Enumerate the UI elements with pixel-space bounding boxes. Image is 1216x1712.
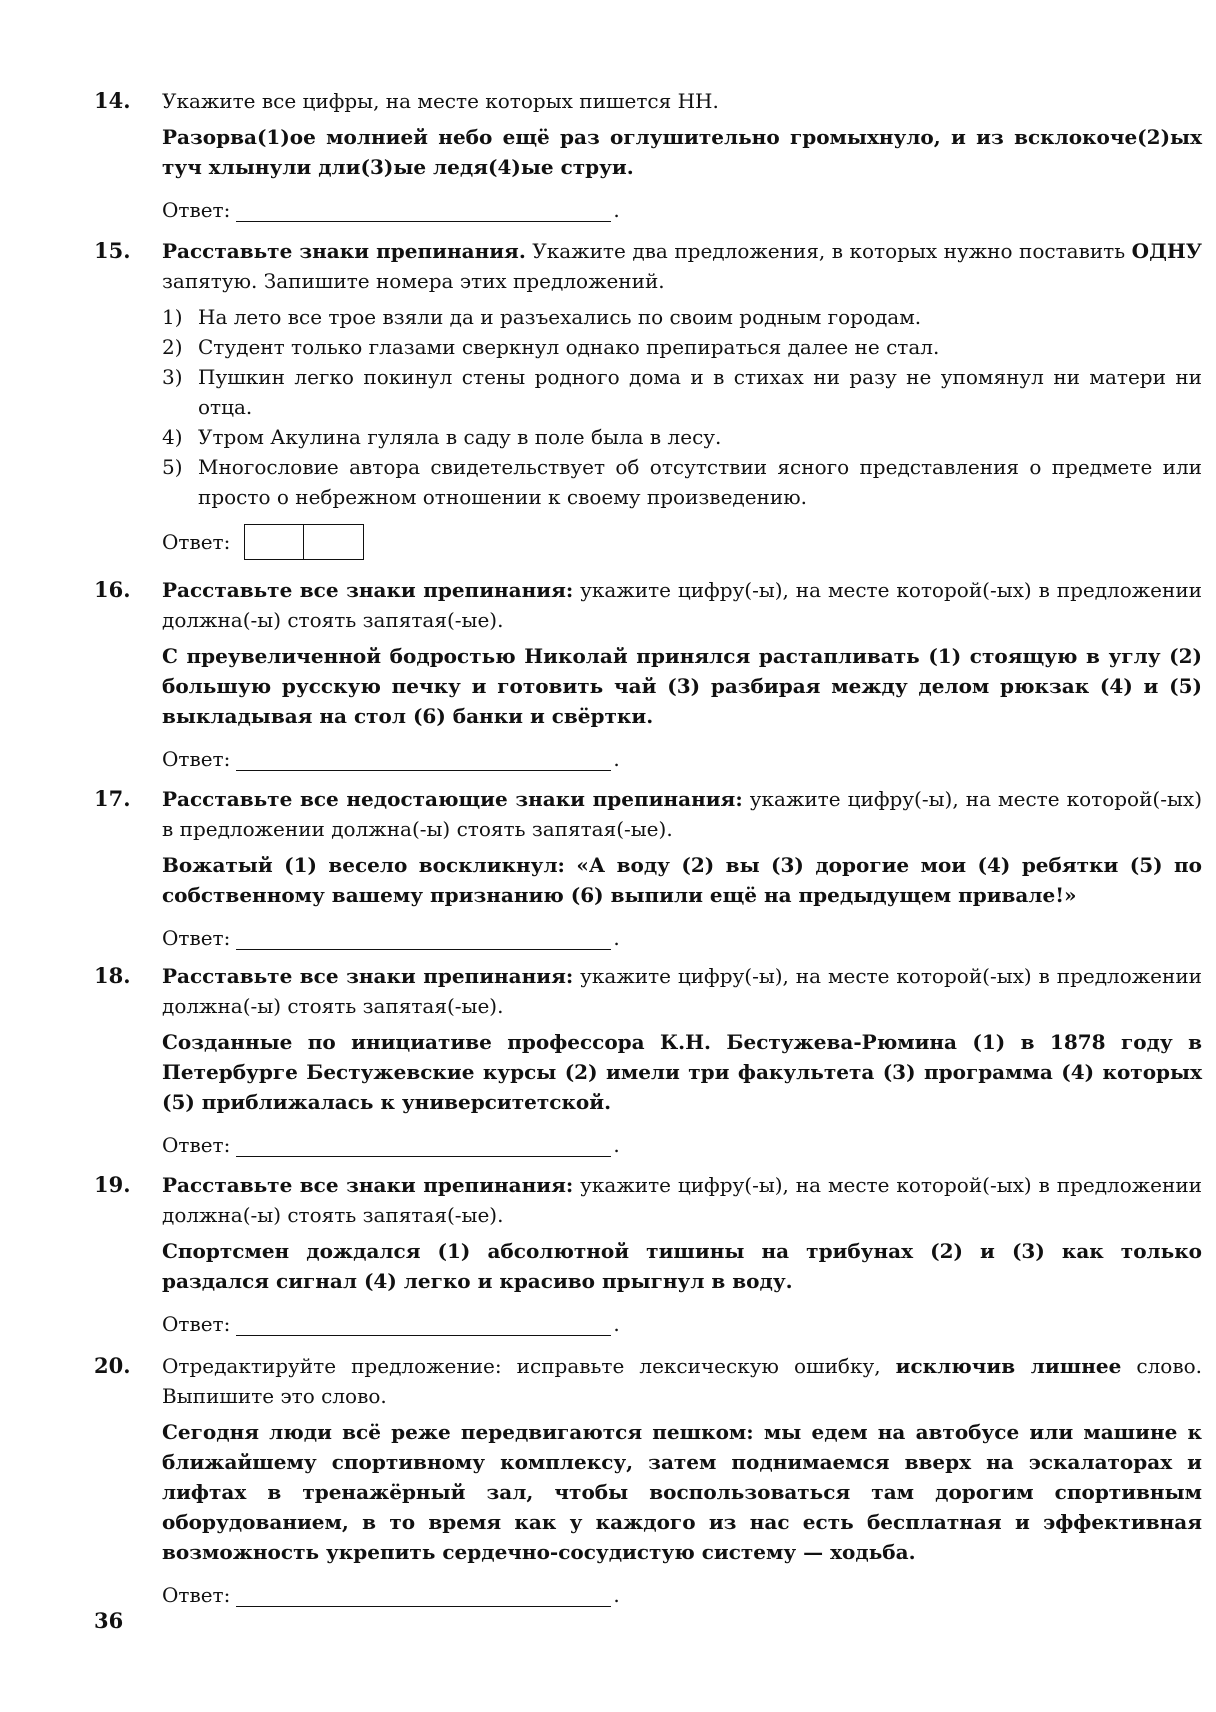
task-number: 14. (94, 88, 131, 113)
option-text: Утром Акулина гуляла в саду в поле была в лесу. (198, 425, 722, 449)
instruction-emphasis: ОДНУ (1131, 239, 1202, 263)
answer-field[interactable] (236, 197, 611, 222)
option-number: 5) (162, 455, 183, 479)
task-instruction (162, 784, 1202, 844)
answer-field[interactable] (236, 1582, 611, 1607)
answer-label: Ответ: (162, 1312, 231, 1336)
task-number: 19. (94, 1172, 131, 1197)
task-number: 20. (94, 1353, 131, 1378)
task-18 (94, 961, 1202, 1157)
option-number: 4) (162, 425, 183, 449)
instruction-text: Отредактируйте предложение: исправьте лексическую ошибку, (162, 1354, 896, 1378)
instruction-bold: Расставьте все знаки препинания: (162, 964, 574, 988)
option-number: 1) (162, 305, 183, 329)
answer-box-1[interactable] (244, 524, 304, 560)
task-14 (94, 86, 1202, 222)
answer-row (162, 1304, 1202, 1336)
task-example: Созданные по инициативе профессора К.Н. Бестужева-Рюмина (1) в 1878 году в Петербурге Бестужевские курсы (2) имели три факультета (3) программа (4) которых (5) приближалась к университетской. (162, 1030, 1202, 1114)
option-number: 2) (162, 335, 183, 359)
answer-boxes (244, 524, 364, 560)
task-20 (94, 1351, 1202, 1607)
answer-row (162, 1125, 1202, 1157)
answer-dot: . (613, 1133, 620, 1157)
answer-label: Ответ: (162, 530, 231, 554)
answer-box-2[interactable] (304, 524, 364, 560)
option-text: Многословие автора свидетельствует об отсутствии ясного представления о предмете или просто о небрежном отношении к своему произведению. (198, 455, 1202, 509)
task-instruction (162, 236, 1202, 296)
task-example: Разорва(1)ое молнией небо ещё раз оглушительно громыхнуло, и из всклокоче(2)ых туч хлынули дли(3)ые ледя(4)ые струи. (162, 125, 1202, 179)
instruction-bold: Расставьте все знаки препинания: (162, 1173, 574, 1197)
task-instruction: Укажите все цифры, на месте которых пишется НН. (162, 89, 719, 113)
list-item (162, 332, 1202, 362)
answer-label: Ответ: (162, 198, 231, 222)
answer-field[interactable] (236, 925, 611, 950)
task-number: 17. (94, 786, 131, 811)
answer-dot: . (613, 1312, 620, 1336)
page-number: 36 (94, 1608, 124, 1633)
task-19 (94, 1170, 1202, 1336)
instruction-text: укажите цифру(-ы), на месте которой(-ых) в предложении должна(-ы) стоять запятая(-ые). (162, 578, 1202, 632)
instruction-bold: Расставьте все знаки препинания: (162, 578, 574, 602)
task-16 (94, 575, 1202, 771)
task-number: 16. (94, 577, 131, 602)
option-text: Пушкин легко покинул стены родного дома и в стихах ни разу не упомянул ни матери ни отца. (198, 365, 1202, 419)
option-text: На лето все трое взяли да и разъехались по своим родным городам. (198, 305, 922, 329)
task-number: 15. (94, 238, 131, 263)
instruction-bold: Расставьте все недостающие знаки препинания: (162, 787, 743, 811)
task-instruction (162, 1170, 1202, 1230)
task-example: С преувеличенной бодростью Николай принялся растапливать (1) стоящую в углу (2) большую русскую печку и готовить чай (3) разбирая между делом рюкзак (4) и (5) выкладывая на стол (6) банки и свёртки. (162, 644, 1202, 728)
list-item (162, 362, 1202, 422)
instruction-bold: Расставьте знаки препинания. (162, 239, 526, 263)
task-17 (94, 784, 1202, 950)
instruction-text: запятую. Запишите номера этих предложений. (162, 269, 665, 293)
answer-field[interactable] (236, 1311, 611, 1336)
answer-row (162, 918, 1202, 950)
task-instruction (162, 961, 1202, 1021)
list-item (162, 452, 1202, 512)
answer-label: Ответ: (162, 747, 231, 771)
answer-dot: . (613, 747, 620, 771)
answer-dot: . (613, 926, 620, 950)
answer-row (162, 522, 1202, 562)
answer-dot: . (613, 198, 620, 222)
answer-row (162, 1575, 1202, 1607)
task-instruction (162, 1351, 1202, 1411)
task-example: Вожатый (1) весело воскликнул: «А воду (2) вы (3) дорогие мои (4) ребятки (5) по собственному вашему признанию (6) выпили ещё на предыдущем привале!» (162, 853, 1202, 907)
task-instruction (162, 575, 1202, 635)
answer-row (162, 190, 1202, 222)
answer-label: Ответ: (162, 1133, 231, 1157)
options-list (162, 302, 1202, 512)
instruction-bold: исключив лишнее (895, 1354, 1122, 1378)
instruction-text: укажите цифру(-ы), на месте которой(-ых) в предложении должна(-ы) стоять запятая(-ые). (162, 964, 1202, 1018)
instruction-text: укажите цифру(-ы), на месте которой(-ых) в предложении должна(-ы) стоять запятая(-ые). (162, 1173, 1202, 1227)
task-example: Сегодня люди всё реже передвигаются пешком: мы едем на автобусе или машине к ближайшему спортивному комплексу, затем поднимаемся вверх на эскалаторах и лифтах в тренажёрный зал, чтобы воспользоваться там дорогим спортивным оборудованием, в то время как у каждого из нас есть бесплатная и эффективная возможность укрепить сердечно-сосудистую систему — ходьба. (162, 1420, 1202, 1564)
instruction-text: укажите цифру(-ы), на месте которой(-ых) в предложении должна(-ы) стоять запятая(-ые). (162, 787, 1202, 841)
answer-row (162, 739, 1202, 771)
task-15 (94, 236, 1202, 562)
list-item (162, 422, 1202, 452)
answer-label: Ответ: (162, 1583, 231, 1607)
instruction-text: слово. Выпишите это слово. (162, 1354, 1202, 1408)
answer-label: Ответ: (162, 926, 231, 950)
option-number: 3) (162, 365, 183, 389)
task-number: 18. (94, 963, 131, 988)
answer-field[interactable] (236, 1132, 611, 1157)
instruction-text: Укажите два предложения, в которых нужно поставить (525, 239, 1132, 263)
task-example: Спортсмен дождался (1) абсолютной тишины на трибунах (2) и (3) как только раздался сигнал (4) легко и красиво прыгнул в воду. (162, 1239, 1202, 1293)
option-text: Студент только глазами сверкнул однако препираться далее не стал. (198, 335, 940, 359)
answer-field[interactable] (236, 746, 611, 771)
answer-dot: . (613, 1583, 620, 1607)
list-item (162, 302, 1202, 332)
